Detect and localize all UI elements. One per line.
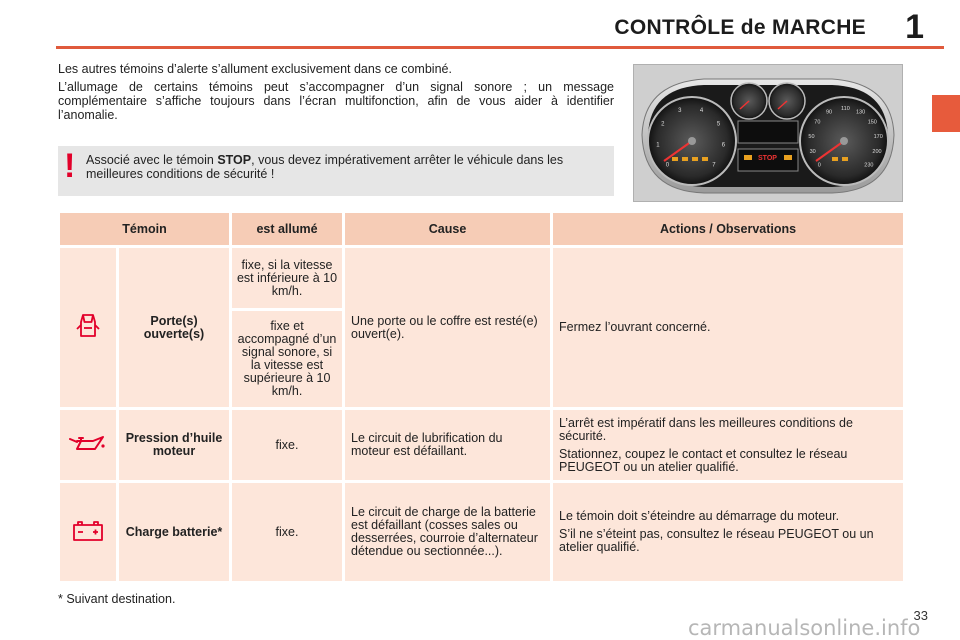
door-open-icon (76, 312, 100, 340)
speedometer-tick-label: 70 (814, 119, 821, 126)
header-est-allume: est allumé (232, 213, 342, 245)
tachometer-tick-label: 1 (656, 142, 660, 149)
tachometer-tick-label: 5 (716, 121, 721, 128)
door-cause: Une porte ou le coffre est resté(e) ouvert(e). (345, 248, 550, 407)
speedometer-tick-label: 170 (873, 133, 883, 140)
door-name: Porte(s) ouverte(s) (119, 248, 229, 407)
instrument-cluster-image (633, 64, 903, 202)
instrument-cluster-drawing (634, 65, 902, 201)
oil-icon-cell (60, 410, 116, 480)
page-number: 33 (913, 608, 928, 623)
warning-text-post: , vous devez impérativement arrêter le véhicule dans les meilleures conditions de sécurité ! (86, 153, 564, 181)
speedometer-tick-label: 50 (808, 133, 815, 140)
warning-lights-table (57, 210, 906, 584)
speedometer-tick-label: 150 (867, 119, 877, 126)
table-row-door-1 (60, 248, 903, 308)
door-state-2: fixe et accompagné d’un signal sonore, si la vitesse est supérieure à 10 km/h. (232, 311, 342, 407)
battery-cause: Le circuit de charge de la batterie est défaillant (cosses sales ou desserrées, courroie d’alternateur détendue ou sectionnée...). (345, 483, 550, 581)
watermark-text: carmanualsonline.info (688, 616, 921, 640)
table-row-battery (60, 483, 903, 581)
speedometer-tick-label: 130 (856, 109, 866, 116)
warning-text-pre: Associé avec le témoin (86, 153, 218, 167)
tachometer-tick-label: 6 (721, 142, 726, 149)
tachometer-tick-label: 2 (661, 121, 665, 128)
header-rule (56, 46, 944, 49)
oil-name: Pression d’huile moteur (119, 410, 229, 480)
speedometer-tick-label: 110 (841, 106, 850, 112)
warning-text (86, 153, 608, 181)
oil-actions (553, 410, 903, 480)
intro-text (58, 62, 614, 126)
door-state-1: fixe, si la vitesse est inférieure à 10 km/h. (232, 248, 342, 308)
oil-action-1: L’arrêt est impératif dans les meilleures conditions de sécurité. (559, 415, 853, 443)
page-title: CONTRÔLE de MARCHE (614, 16, 866, 39)
warning-box (58, 146, 614, 196)
battery-icon (72, 520, 104, 542)
intro-paragraph-1: Les autres témoins d’alerte s’allument exclusivement dans ce combiné. (58, 62, 452, 76)
chapter-number: 1 (905, 8, 924, 46)
speedometer-tick-label: 230 (864, 162, 874, 169)
header-cause: Cause (345, 213, 550, 245)
tachometer-tick-label: 7 (712, 162, 716, 169)
speedometer-tick-label: 200 (872, 149, 882, 156)
tachometer-tick-label: 0 (665, 162, 670, 169)
battery-state: fixe. (232, 483, 342, 581)
speedometer-tick-label: 0 (817, 162, 821, 169)
tachometer-tick-label: 4 (699, 107, 704, 114)
warning-text-stop: STOP (217, 153, 252, 167)
tachometer-tick-label: 3 (678, 107, 682, 114)
warning-exclamation-icon: ! (64, 147, 76, 185)
intro-paragraph-2: L’allumage de certains témoins peut s’accompagner d’un signal sonore ; un message complémentaire s’affiche toujours dans l’écran multifonction, afin de vous aider à identifier l’anomalie. (58, 80, 614, 122)
battery-name: Charge batterie* (119, 483, 229, 581)
speedometer-tick-label: 30 (809, 149, 816, 156)
battery-action-1: Le témoin doit s’éteindre au démarrage du moteur. (559, 509, 840, 523)
header-temoin: Témoin (60, 213, 229, 245)
battery-action-2: S’il ne s’éteint pas, consultez le réseau PEUGEOT ou un atelier qualifié. (559, 527, 874, 554)
oil-can-icon (69, 433, 107, 455)
table-header-row (60, 213, 903, 245)
speedometer-tick-label: 90 (826, 109, 833, 116)
door-icon-cell (60, 248, 116, 407)
footnote: * Suivant destination. (58, 592, 176, 606)
oil-action-2: Stationnez, coupez le contact et consultez le réseau PEUGEOT ou un atelier qualifié. (559, 446, 848, 474)
table-row-oil (60, 410, 903, 480)
battery-actions (553, 483, 903, 581)
door-actions (553, 248, 903, 407)
chapter-tab (932, 95, 960, 132)
header-actions: Actions / Observations (553, 213, 903, 245)
oil-cause: Le circuit de lubrification du moteur est défaillant. (345, 410, 550, 480)
cluster-stop-label: STOP (758, 155, 777, 162)
door-action-1: Fermez l’ouvrant concerné. (559, 320, 711, 334)
oil-state: fixe. (232, 410, 342, 480)
battery-icon-cell (60, 483, 116, 581)
